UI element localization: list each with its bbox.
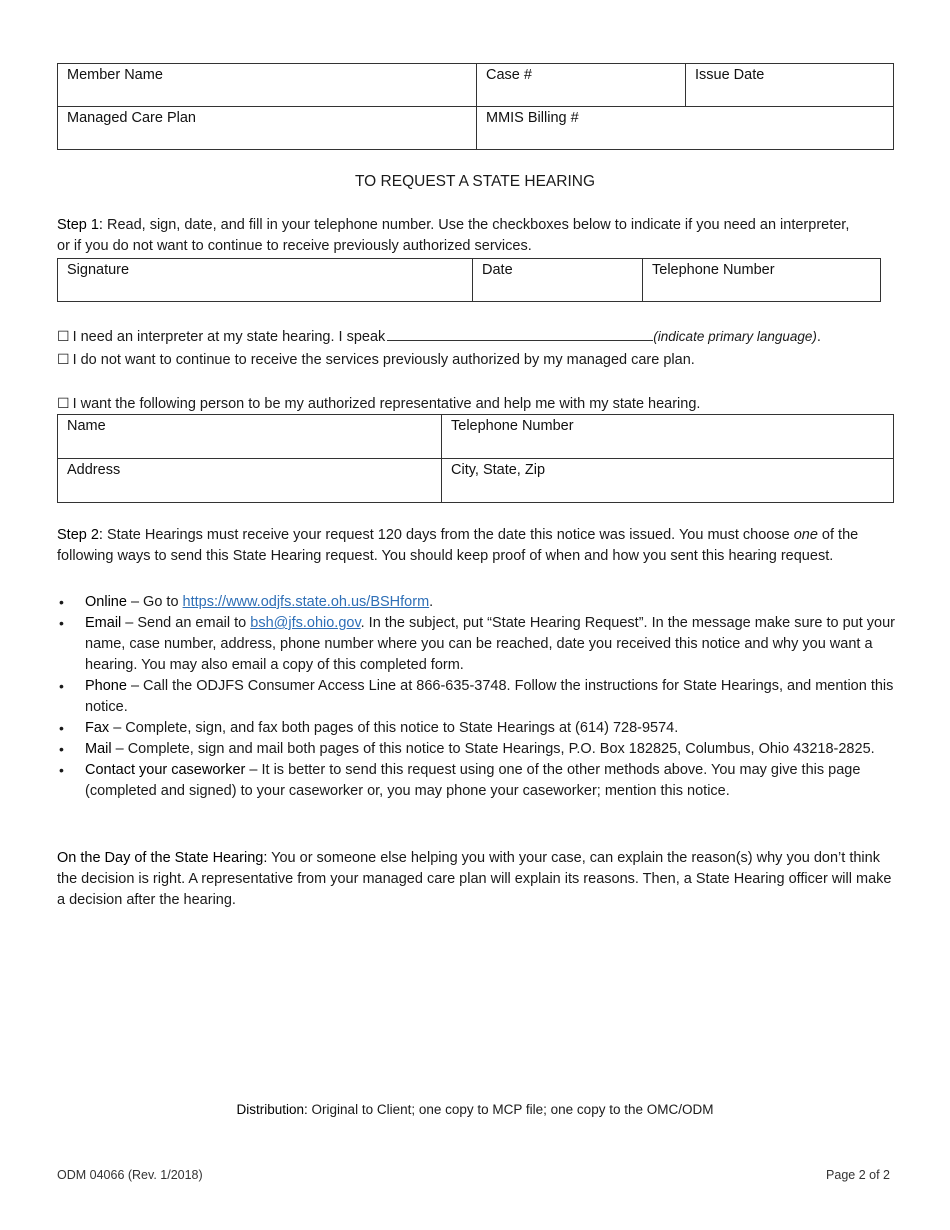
bullet-icon: • (59, 678, 64, 694)
member-info-table (57, 63, 894, 150)
step2-emphasis: one (793, 527, 818, 543)
rep-city-field[interactable] (442, 459, 894, 503)
hearing-day-paragraph (57, 848, 895, 911)
case-number-label: Case # (486, 67, 532, 83)
form-number: ODM 04066 (Rev. 1/2018) (57, 1168, 203, 1182)
interpreter-text: I need an interpreter at my state hearing. I speak (72, 329, 386, 345)
interpreter-end: . (816, 329, 821, 345)
online-text: – Go to (126, 594, 183, 610)
language-input-line[interactable] (387, 326, 653, 341)
signature-table (57, 258, 881, 302)
online-label: Online (85, 594, 127, 610)
method-phone (57, 676, 895, 718)
bullet-icon: • (59, 594, 64, 610)
rep-name-label: Name (67, 418, 106, 434)
issue-date-field[interactable] (686, 64, 894, 107)
signature-label: Signature (67, 262, 130, 278)
method-email (57, 613, 895, 676)
managed-care-plan-label: Managed Care Plan (67, 110, 196, 126)
bsh-form-link[interactable]: https://www.odjfs.state.oh.us/BSHform (182, 594, 430, 610)
method-caseworker (57, 760, 895, 802)
representative-option (57, 393, 700, 414)
caseworker-label: Contact your caseworker (85, 762, 246, 778)
hearing-day-label: On the Day of the State Hearing: (57, 850, 268, 866)
discontinue-checkbox[interactable]: ☐ (57, 351, 70, 367)
bullet-icon: • (59, 741, 64, 757)
submission-methods-list (57, 592, 895, 802)
discontinue-text: I do not want to continue to receive the services previously authorized by my managed care plan. (72, 352, 695, 368)
rep-telephone-label: Telephone Number (451, 418, 574, 434)
rep-name-field[interactable] (58, 415, 442, 459)
step2-label: Step 2: (57, 527, 103, 543)
phone-label: Phone (85, 678, 127, 694)
rep-city-label: City, State, Zip (451, 462, 546, 478)
discontinue-option (57, 349, 695, 370)
bullet-icon: • (59, 720, 64, 736)
step2-text-b: of the following ways to send this State Hearing request. You should keep proof of when and how you sent this hearing request. (57, 527, 859, 564)
rep-address-label: Address (67, 462, 121, 478)
interpreter-option (57, 326, 821, 347)
page-title: TO REQUEST A STATE HEARING (354, 173, 595, 190)
managed-care-plan-field[interactable] (58, 107, 477, 150)
interpreter-checkbox[interactable]: ☐ (57, 328, 70, 344)
bullet-icon: • (59, 615, 64, 631)
distribution-line (0, 1102, 950, 1117)
representative-text: I want the following person to be my authorized representative and help me with my state hearing. (72, 396, 701, 412)
mmis-billing-field[interactable] (477, 107, 894, 150)
email-label: Email (85, 615, 122, 631)
step1-paragraph (57, 215, 857, 257)
representative-checkbox[interactable]: ☐ (57, 395, 70, 411)
case-number-field[interactable] (477, 64, 686, 107)
fax-label: Fax (85, 720, 110, 736)
telephone-label: Telephone Number (652, 262, 775, 278)
hearing-day-text: You or someone else helping you with your case, can explain the reason(s) why you don’t think the decision is right. A representative from your managed care plan will explain its reasons. Then, a State Hearing officer will make a decision after the hearing. (57, 850, 892, 908)
mmis-billing-label: MMIS Billing # (486, 110, 579, 126)
method-online (57, 592, 895, 613)
method-mail (57, 739, 895, 760)
mail-text: – Complete, sign and mail both pages of this notice to State Hearings, P.O. Box 182825, Columbus, Ohio 43218-2825. (111, 741, 875, 757)
date-label: Date (482, 262, 513, 278)
member-name-label: Member Name (67, 67, 163, 83)
online-end: . (429, 594, 434, 610)
email-text: – Send an email to (121, 615, 251, 631)
member-name-field[interactable] (58, 64, 477, 107)
step1-text: Read, sign, date, and fill in your telephone number. Use the checkboxes below to indicate if you need an interpreter, or if you do not want to continue to receive previously authorized services. (57, 217, 850, 254)
telephone-field[interactable] (643, 259, 881, 302)
step1-label: Step 1: (57, 217, 103, 233)
caseworker-text: – It is better to send this request using one of the other methods above. You may give this page (completed and signed) to your caseworker or, you may phone your caseworker; mention this notice. (85, 762, 861, 799)
distribution-text: Original to Client; one copy to MCP file; one copy to the OMC/ODM (307, 1102, 714, 1117)
date-field[interactable] (473, 259, 643, 302)
bsh-email-link[interactable]: bsh@jfs.ohio.gov (250, 615, 361, 631)
language-hint: (indicate primary language) (653, 329, 817, 344)
phone-text: – Call the ODJFS Consumer Access Line at 866-635-3748. Follow the instructions for State Hearings, and mention this notice. (85, 678, 894, 715)
page-number: Page 2 of 2 (826, 1168, 890, 1182)
step2-text-a: State Hearings must receive your request 120 days from the date this notice was issued. You must choose (102, 527, 794, 543)
email-end: . In the subject, put “State Hearing Request”. In the message make sure to put your name, case number, address, phone number where you can be reached, date you received this notice and why you want a hearing. You may also email a copy of this completed form. (85, 615, 895, 673)
bullet-icon: • (59, 762, 64, 778)
mail-label: Mail (85, 741, 112, 757)
fax-text: – Complete, sign, and fax both pages of this notice to State Hearings at (614) 728-9574. (109, 720, 679, 736)
rep-telephone-field[interactable] (442, 415, 894, 459)
rep-address-field[interactable] (58, 459, 442, 503)
distribution-label: Distribution: (236, 1102, 308, 1117)
method-fax (57, 718, 895, 739)
step2-paragraph (57, 525, 887, 567)
signature-field[interactable] (58, 259, 473, 302)
issue-date-label: Issue Date (695, 67, 765, 83)
representative-table (57, 414, 894, 503)
